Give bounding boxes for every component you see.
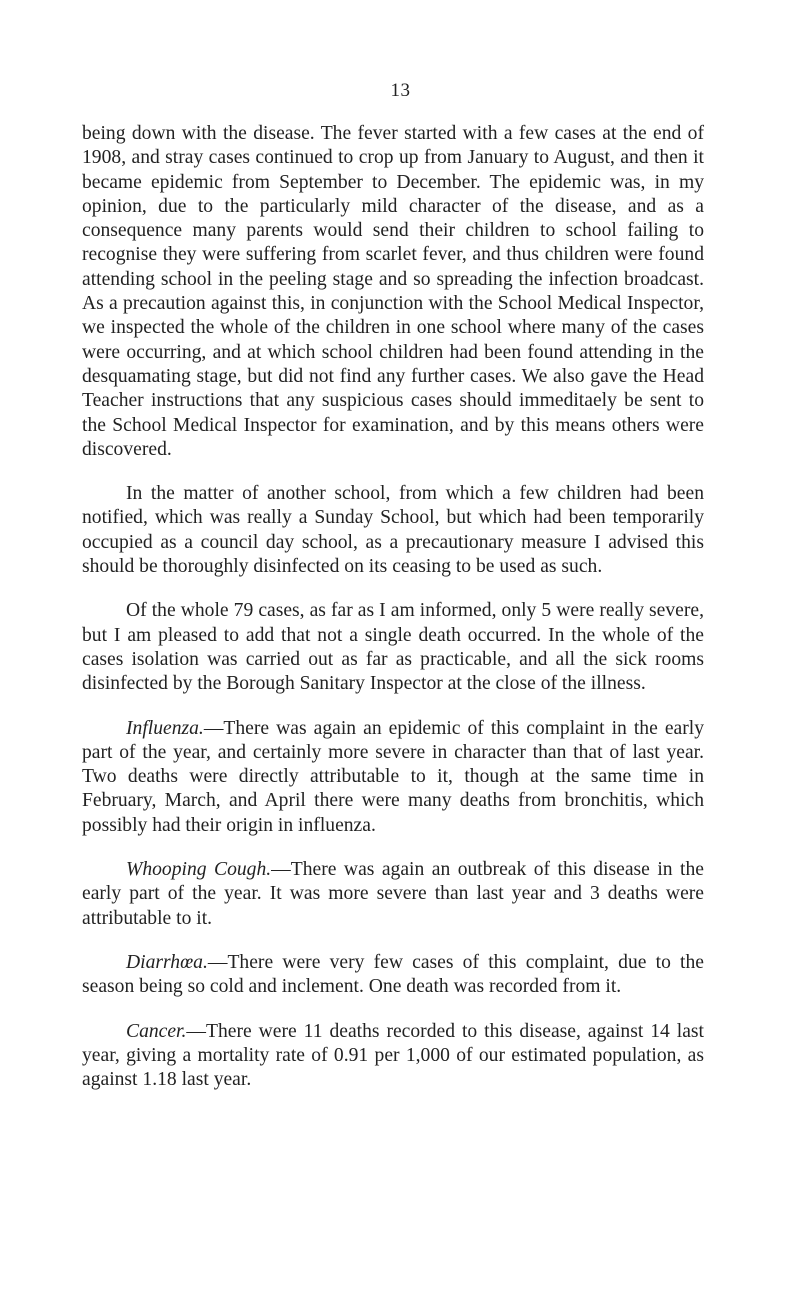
paragraph-text: —There were 11 deaths recorded to this disease, against 14 last year, giving a mortality rate of 0.91 per 1,000 of our estimated population, as against 1.18 last year. xyxy=(82,1020,704,1091)
section-heading-whooping-cough: Whooping Cough. xyxy=(126,859,272,881)
paragraph-text: —There was again an epidemic of this complaint in the early part of the year, and certainly more severe in character than that of last year. Two deaths were directly attributable to it, though at the same time in February, March, and April there were many deaths from bronchitis, which possibly had their origin in influenza. xyxy=(82,717,704,836)
paragraph-cancer xyxy=(82,1020,704,1093)
paragraph-text: In the matter of another school, from which a few children had been notified, which was really a Sunday School, but which had been temporarily occupied as a council day school, as a precautionary measure I advised this should be thoroughly disinfected on its ceasing to be used as such. xyxy=(82,483,704,578)
section-heading-diarrhoea: Diarrhœa. xyxy=(126,951,208,973)
paragraph-scarlet-fever-continued xyxy=(82,122,704,462)
paragraph-text: —There were very few cases of this complaint, due to the season being so cold and inclement. One death was recorded from it. xyxy=(82,951,704,998)
paragraph-whooping-cough xyxy=(82,858,704,931)
paragraph-case-summary xyxy=(82,599,704,696)
section-heading-cancer: Cancer. xyxy=(126,1020,187,1042)
paragraph-text: Of the whole 79 cases, as far as I am informed, only 5 were really severe, but I am pleased to add that not a single death occurred. In the whole of the cases isolation was carried out as far as practicable, and all the sick rooms disinfected by the Borough Sanitary Inspector at the close of the illness. xyxy=(82,600,704,695)
section-heading-influenza: Influenza. xyxy=(126,717,204,739)
paragraph-diarrhoea xyxy=(82,951,704,1000)
paragraph-sunday-school xyxy=(82,482,704,579)
paragraph-text: being down with the disease. The fever started with a few cases at the end of 1908, and stray cases continued to crop up from January to August, and then it became epidemic from September to December. The epidemic was, in my opinion, due to the particularly mild character of the disease, and as a consequence many parents would send their children to school failing to recognise they were suffering from scarlet fever, and thus children were found attending school in the peeling stage and so spreading the infection broadcast. As a precaution against this, in conjunction with the School Medical Inspector, we inspected the whole of the children in one school where many of the cases were occurring, and at which school children had been found attending in the desquamating stage, but did not find any further cases. We also gave the Head Teacher instructions that any suspicious cases should immeditaely be sent to the School Medical Inspector for examination, and by this means others were discovered. xyxy=(82,123,704,460)
page-number: 13 xyxy=(390,80,411,101)
paragraph-influenza xyxy=(82,717,704,838)
body-text xyxy=(82,122,704,1092)
paragraph-text: —There was again an outbreak of this disease in the early part of the year. It was more severe than last year and 3 deaths were attributable to it. xyxy=(82,859,704,929)
